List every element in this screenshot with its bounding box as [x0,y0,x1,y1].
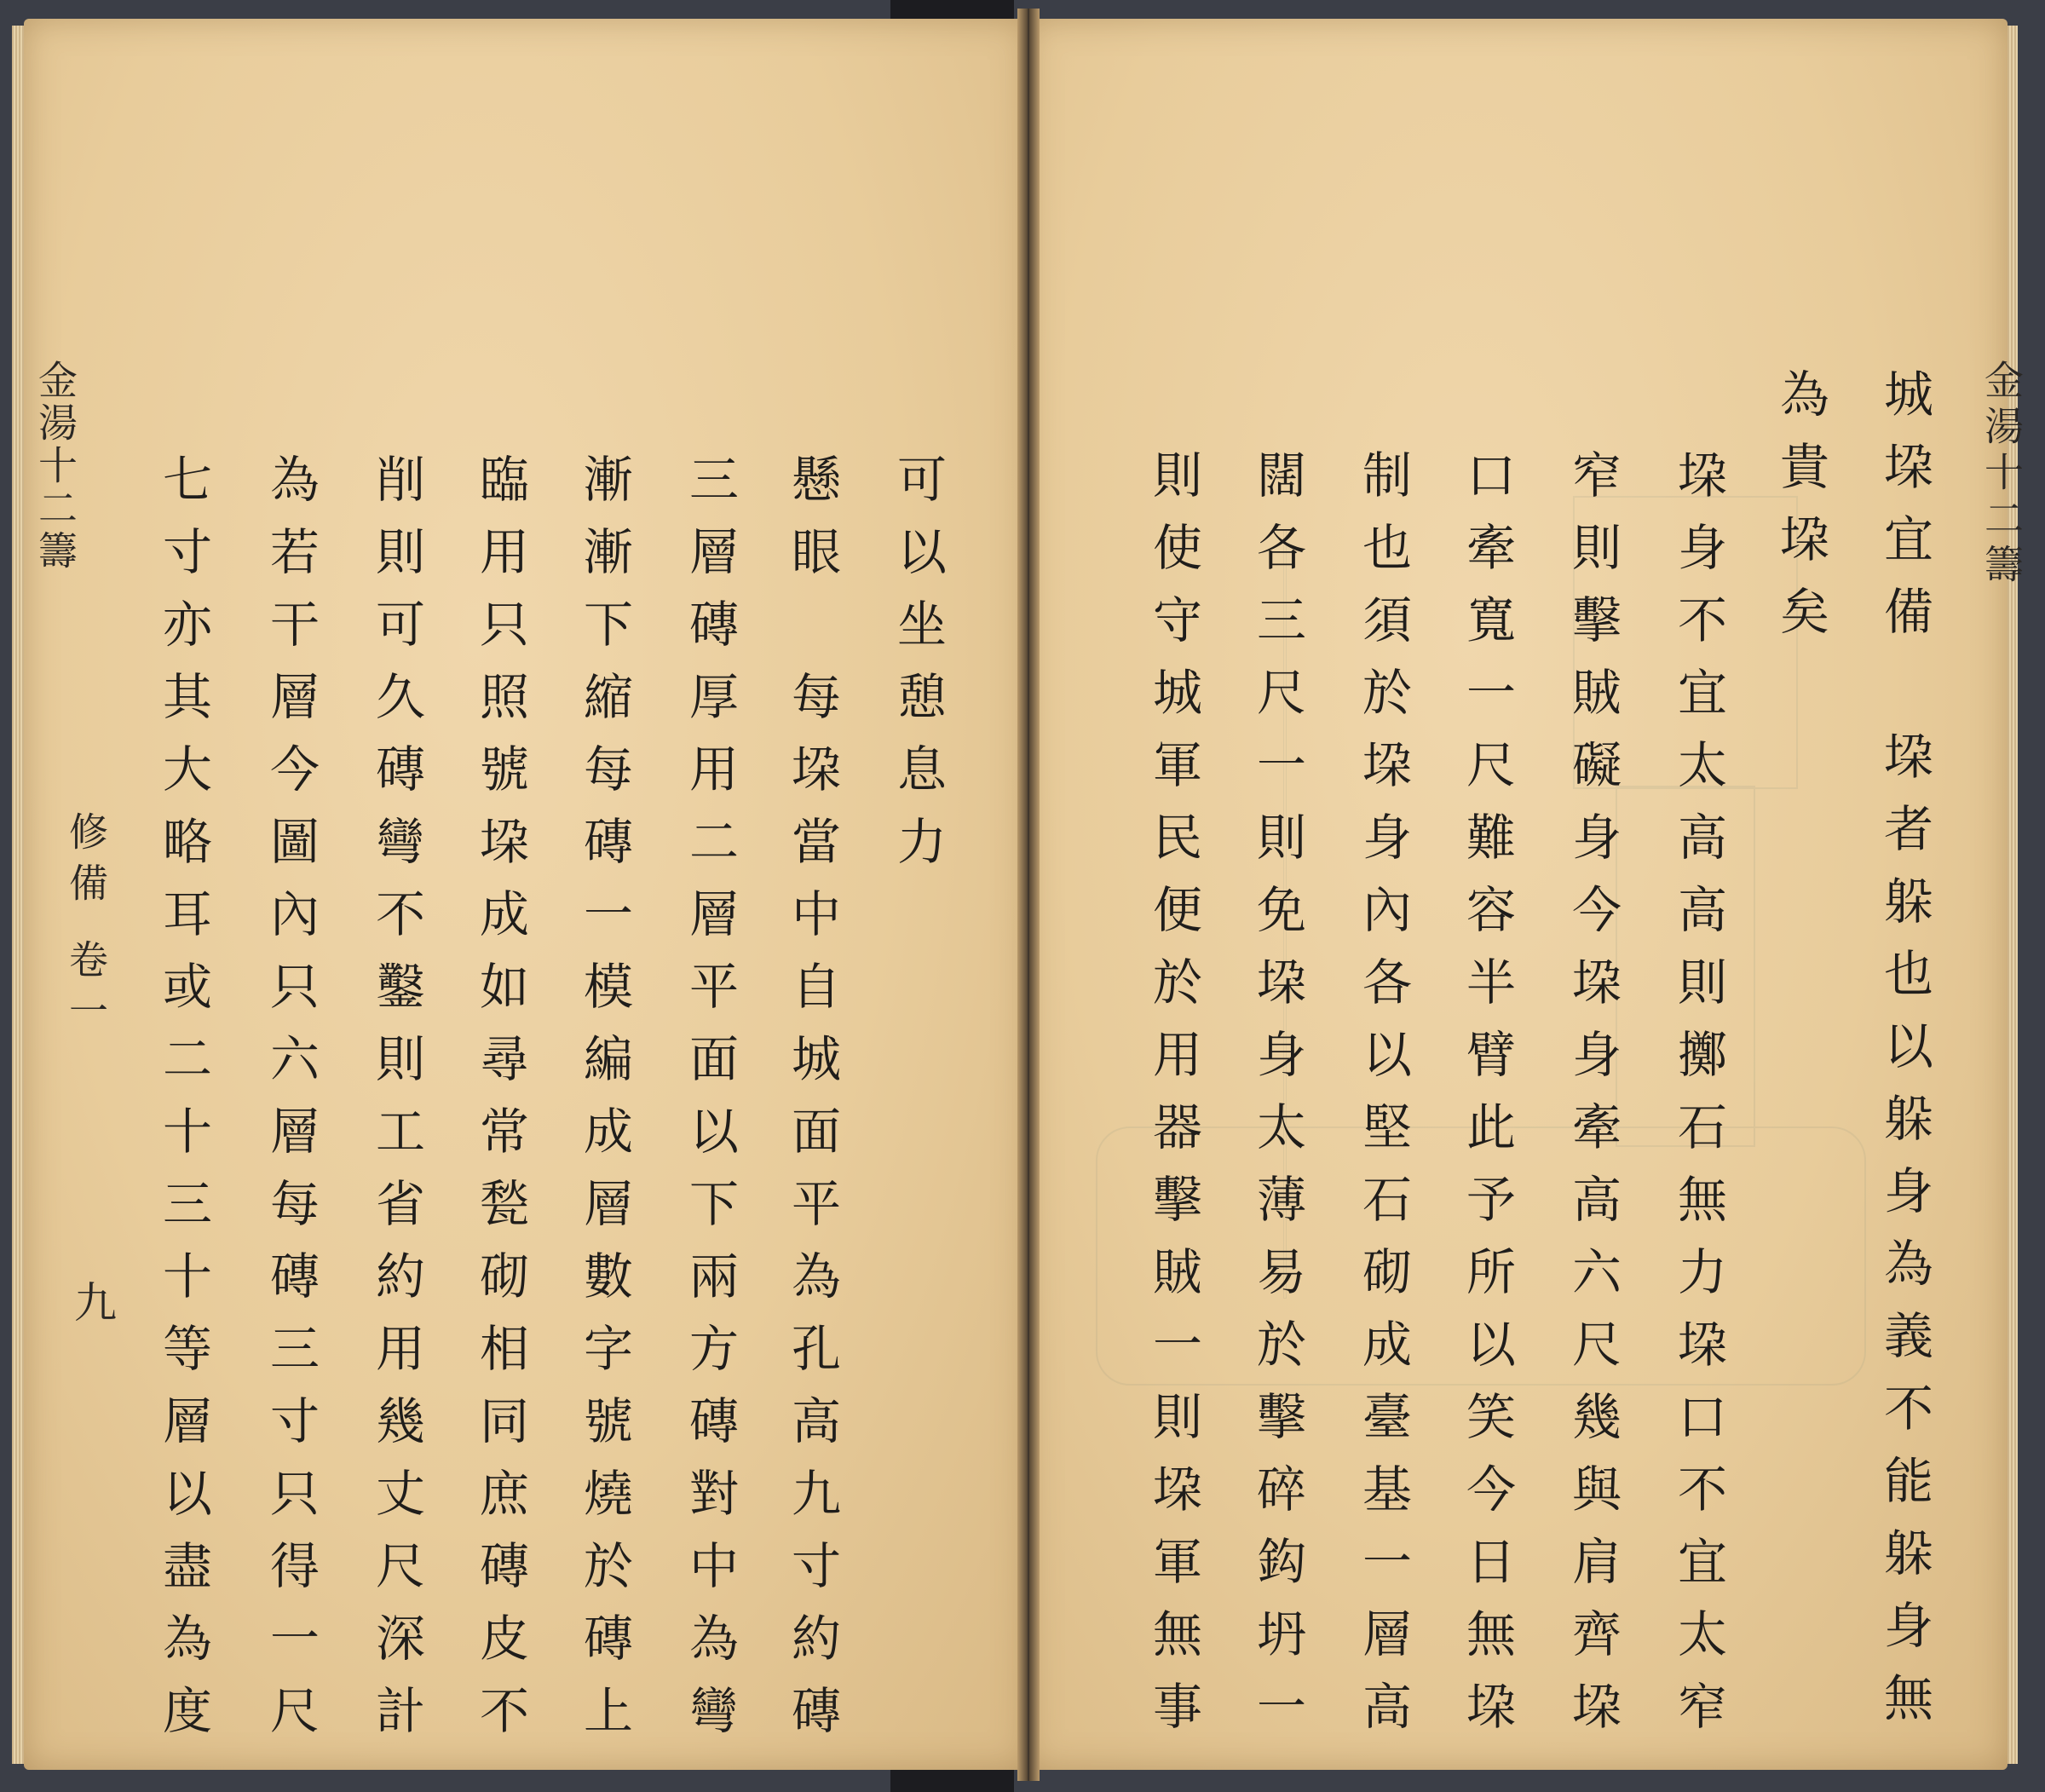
right-column-8: 則使守城軍民便於用器擊賊一則垜軍無事 [1144,449,1202,1753]
left-margin-book-title: 金湯十二籌 [32,360,78,573]
left-column-5: 臨用只照號垜成如尋常甃砌相同庶磚皮不 [471,453,529,1757]
right-column-1: 城垜宜備 垜者躲也以躲身為義不能躲身無 [1875,368,1933,1744]
left-column-6: 削則可久磚彎不鑿則工省約用幾丈尺深計 [367,453,425,1757]
right-column-2: 為貴垜矣 [1771,368,1829,658]
left-column-1: 可以坐憩息力 [889,453,947,888]
book-gutter [1017,9,1040,1781]
left-column-2: 懸眼 每垜當中自城面平為孔高九寸約磚 [783,453,841,1757]
left-column-3: 三層磚厚用二層平面以下兩方磚對中為彎 [681,453,739,1757]
right-margin-book-title: 金湯十二籌 [1979,360,2025,590]
left-column-7: 為若干層今圖內只六層每磚三寸只得一尺 [262,453,320,1757]
right-column-7: 闊各三尺一則免垜身太薄易於擊碎鈎坍一 [1248,449,1306,1753]
right-page [1028,19,2025,1770]
right-column-6: 制也須於垜身內各以堅石砌成臺基一層高 [1354,449,1412,1753]
left-column-4: 漸漸下縮每磚一模編成層數字號燒於磚上 [575,453,633,1757]
left-column-8: 七寸亦其大略耳或二十三十等層以盡為度 [154,453,212,1757]
right-column-5: 口牽寬一尺難容半臂此予所以笑今日無垜 [1458,449,1516,1753]
left-margin-volume: 卷一 [63,939,109,1041]
right-column-4: 窄則擊賊礙身今垜身牽高六尺幾與肩齊垜 [1564,449,1622,1753]
left-margin-section: 修備 [63,811,109,913]
left-margin-folio: 九 [67,1280,117,1322]
right-column-3: 垜身不宜太高高則擲石無力垜口不宜太窄 [1669,449,1727,1753]
left-page [24,19,1028,1770]
